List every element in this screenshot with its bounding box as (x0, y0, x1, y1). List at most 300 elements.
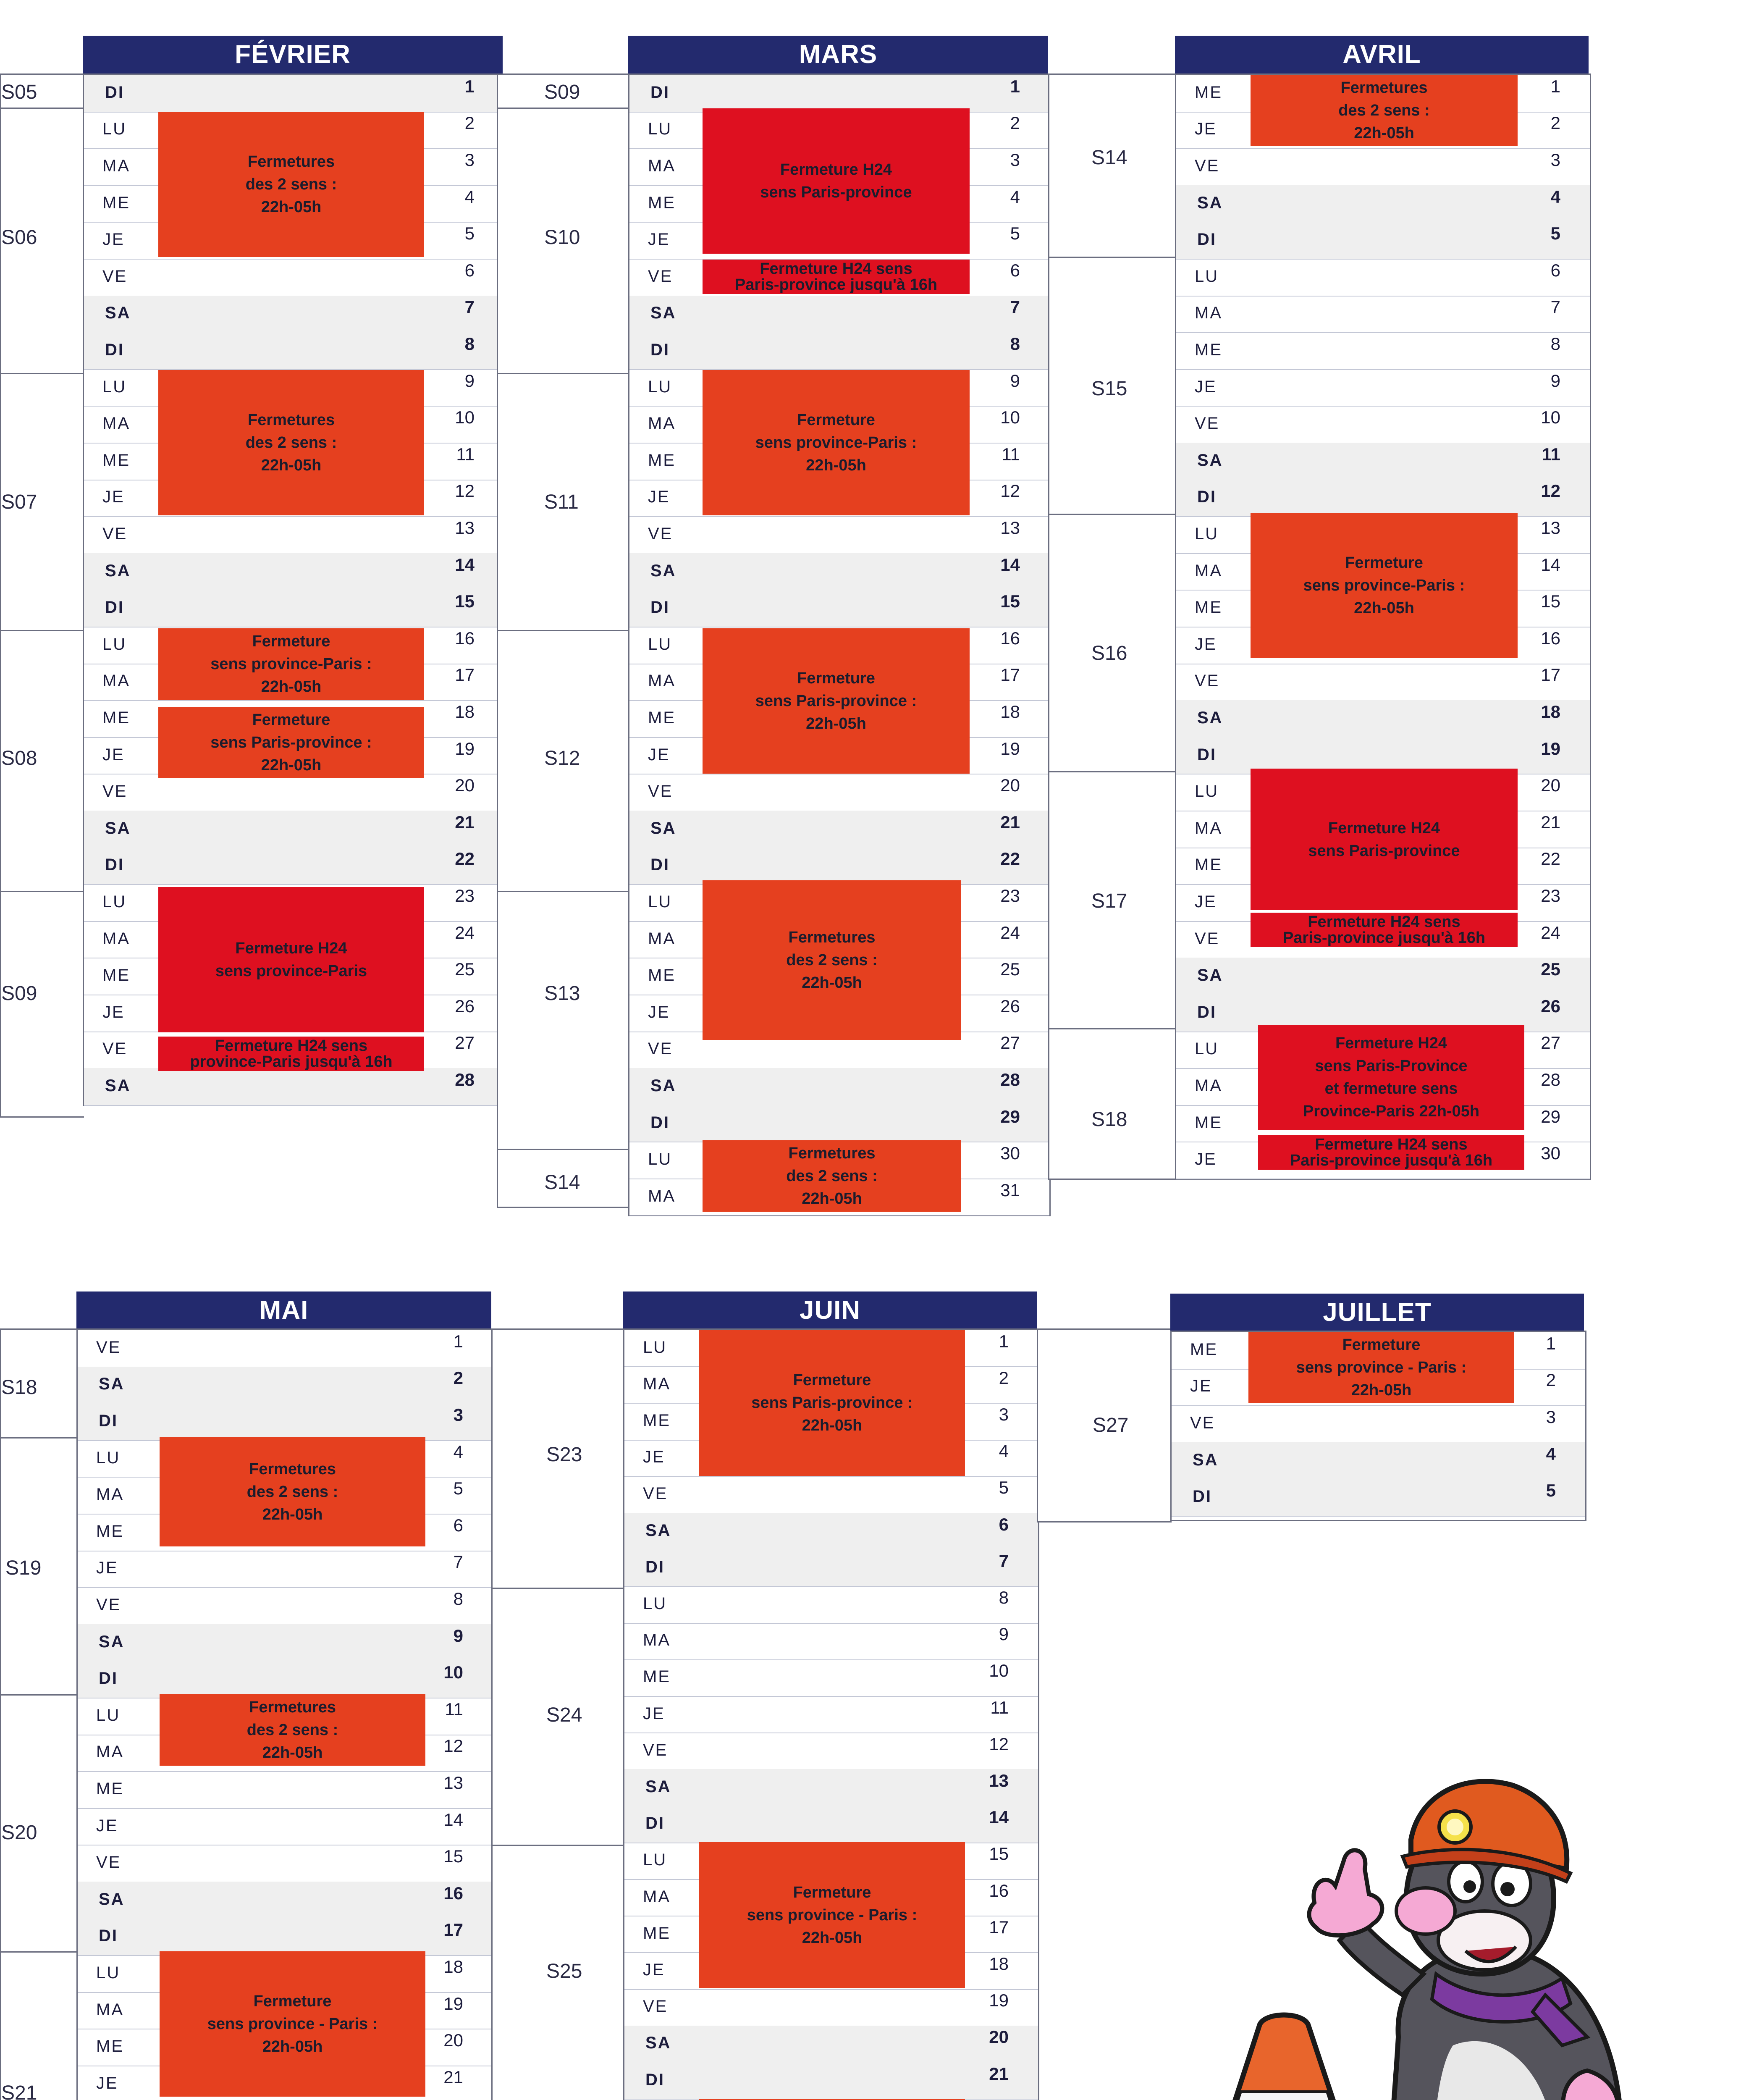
day-row (624, 2062, 1038, 2100)
day-number: 1 (453, 1331, 463, 1351)
day-row (1176, 700, 1590, 738)
weekday-label: LU (102, 120, 127, 139)
weekday-label: SA (1197, 451, 1223, 470)
day-row (629, 296, 1049, 333)
closure-block: Fermetures des 2 sens : 22h-05h (703, 880, 961, 1040)
month-grid-avril (1175, 74, 1591, 1180)
day-row (78, 1919, 493, 1956)
weekday-label: DI (645, 1814, 665, 1833)
weekday-label: MA (648, 156, 676, 175)
day-number: 13 (1541, 517, 1560, 538)
month-grid-juin (623, 1328, 1039, 2100)
weekday-label: MA (96, 2000, 124, 2019)
day-number: 17 (1541, 665, 1560, 685)
day-row (1176, 480, 1590, 517)
day-number: 14 (455, 554, 475, 575)
day-row (84, 848, 504, 885)
weekday-label: ME (102, 451, 130, 470)
weekday-label: JE (1195, 892, 1217, 911)
day-number: 19 (455, 738, 475, 759)
day-number: 1 (1550, 76, 1560, 96)
day-number: 16 (455, 628, 475, 648)
day-number: 17 (443, 1920, 463, 1940)
day-number: 22 (1541, 849, 1560, 869)
day-row (629, 553, 1049, 591)
weekday-label: DI (105, 598, 124, 617)
day-number: 24 (1541, 922, 1560, 942)
day-number: 6 (464, 260, 475, 280)
day-number: 6 (1550, 260, 1560, 280)
day-row (624, 1769, 1038, 1806)
day-row (78, 1551, 493, 1588)
day-number: 11 (1542, 444, 1560, 464)
day-row (78, 1808, 493, 1846)
day-number: 27 (1541, 1033, 1560, 1053)
day-number: 25 (455, 959, 475, 979)
closure-block: Fermeture H24 sens Paris-province (703, 108, 970, 254)
weekday-label: VE (102, 1040, 128, 1058)
day-number: 4 (453, 1441, 463, 1462)
day-number: 2 (999, 1368, 1009, 1388)
day-row (1176, 664, 1590, 701)
closure-block: Fermeture H24 sens province-Paris jusqu'à 16h (158, 1037, 424, 1071)
day-number: 31 (1000, 1180, 1020, 1200)
weekday-label: LU (96, 1963, 121, 1982)
day-number: 11 (1002, 444, 1020, 464)
day-row (629, 1105, 1049, 1143)
weekday-label: SA (105, 819, 131, 837)
weekday-label: SA (645, 1777, 671, 1796)
month-header-mars: MARS (628, 36, 1048, 74)
day-row (624, 1806, 1038, 1843)
weekday-label: VE (102, 267, 128, 286)
mole-construction-worker-with-traffic-cone (1075, 1777, 1713, 2100)
weekday-label: ME (648, 451, 676, 470)
weekday-label: SA (645, 2034, 671, 2053)
day-row (78, 1587, 493, 1625)
day-number: 4 (1546, 1444, 1556, 1464)
weekday-label: VE (648, 1040, 673, 1058)
weekday-label: VE (1195, 929, 1220, 948)
weekday-label: LU (1195, 267, 1219, 286)
weekday-label: ME (1195, 340, 1222, 359)
weekday-label: JE (102, 488, 125, 507)
day-number: 13 (455, 517, 475, 538)
weekday-label: VE (643, 1740, 668, 1759)
weekday-label: JE (643, 1704, 665, 1723)
day-row (1176, 958, 1590, 995)
weekday-label: LU (643, 1851, 667, 1869)
day-row (629, 75, 1049, 113)
day-number: 10 (989, 1661, 1009, 1681)
day-number: 24 (1000, 922, 1020, 942)
day-number: 28 (455, 1069, 475, 1089)
day-number: 16 (1541, 628, 1560, 648)
weekday-label: DI (650, 856, 670, 874)
day-row (1176, 259, 1590, 297)
day-number: 2 (1010, 113, 1020, 133)
week-column-mai (0, 1328, 78, 2100)
day-row (84, 1068, 504, 1106)
day-row (629, 332, 1049, 370)
day-row (1176, 222, 1590, 260)
weekday-label: LU (643, 1338, 667, 1357)
closure-block: Fermetures des 2 sens : 22h-05h (160, 1437, 425, 1546)
weekday-label: DI (1197, 745, 1217, 764)
weekday-label: MA (648, 929, 676, 948)
weekday-label: ME (96, 1522, 124, 1541)
day-number: 19 (1541, 738, 1560, 759)
week-label: S10 (544, 226, 580, 249)
day-row (78, 1771, 493, 1809)
week-label: S15 (1091, 378, 1127, 400)
day-number: 7 (1550, 297, 1560, 317)
day-number: 9 (999, 1624, 1009, 1644)
weekday-label: JE (102, 1003, 125, 1021)
day-row (629, 774, 1049, 811)
day-number: 11 (456, 444, 475, 464)
weekday-label: JE (96, 2074, 118, 2092)
weekday-label: DI (1193, 1487, 1212, 1506)
closure-block: Fermeture sens Paris-province : 22h-05h (699, 1330, 965, 1476)
weekday-label: DI (650, 340, 670, 359)
closure-block: Fermeture H24 sens Paris-Province et fermeture sens Province-Paris 22h-05h (1258, 1025, 1524, 1130)
weekday-label: VE (102, 524, 128, 543)
weekday-label: VE (1190, 1413, 1215, 1432)
weekday-label: VE (643, 1484, 668, 1503)
weekday-label: LU (1195, 524, 1219, 543)
week-label: S21 (1, 2082, 37, 2100)
day-row (78, 1403, 493, 1441)
week-label: S09 (544, 81, 580, 103)
weekday-label: SA (650, 819, 676, 837)
day-number: 6 (453, 1515, 463, 1535)
weekday-label: SA (105, 1076, 131, 1095)
weekday-label: MA (102, 672, 130, 690)
day-row (84, 259, 504, 297)
weekday-label: MA (1195, 819, 1222, 837)
month-header-fevrier: FÉVRIER (83, 36, 503, 74)
day-row (624, 1732, 1038, 1770)
weekday-label: VE (96, 1853, 121, 1872)
weekday-label: MA (643, 1887, 671, 1906)
day-number: 15 (443, 1846, 463, 1866)
day-number: 3 (464, 150, 475, 170)
weekday-label: LU (648, 635, 672, 654)
day-row (624, 2026, 1038, 2063)
weekday-label: LU (1195, 1040, 1219, 1058)
weekday-label: MA (1195, 304, 1222, 323)
weekday-label: DI (105, 83, 124, 102)
weekday-label: SA (105, 561, 131, 580)
weekday-label: LU (102, 635, 127, 654)
day-number: 5 (453, 1478, 463, 1499)
day-row (1172, 1442, 1585, 1480)
closure-block: Fermeture H24 sens province-Paris (158, 887, 424, 1032)
day-number: 10 (455, 407, 475, 428)
weekday-label: DI (650, 83, 670, 102)
week-column-mars (497, 74, 629, 1208)
weekday-label: JE (648, 745, 670, 764)
day-number: 17 (455, 665, 475, 685)
day-number: 19 (1000, 738, 1020, 759)
week-label: S06 (1, 226, 37, 249)
closure-block: Fermeture sens Paris-province : 22h-05h (703, 628, 970, 774)
day-number: 10 (443, 1662, 463, 1683)
weekday-label: JE (96, 1559, 118, 1578)
day-number: 4 (464, 186, 475, 207)
day-number: 12 (443, 1736, 463, 1756)
day-number: 11 (990, 1697, 1009, 1717)
day-number: 4 (999, 1441, 1009, 1461)
weekday-label: ME (643, 1924, 671, 1942)
closure-block: Fermeture sens province-Paris : 22h-05h (703, 370, 970, 515)
week-column-juillet (1037, 1328, 1172, 1522)
day-number: 8 (464, 333, 475, 354)
weekday-label: JE (1195, 120, 1217, 139)
weekday-label: LU (643, 1594, 667, 1613)
weekday-label: SA (99, 1632, 125, 1651)
week-column-juin (491, 1328, 624, 2100)
closure-block: Fermeture H24 sens Paris-province jusqu'à 16h (1251, 913, 1518, 947)
day-number: 9 (1550, 370, 1560, 391)
day-row (624, 1696, 1038, 1733)
day-number: 20 (443, 2030, 463, 2050)
week-label: S17 (1091, 890, 1127, 912)
day-number: 15 (1541, 591, 1560, 612)
weekday-label: VE (1195, 156, 1220, 175)
weekday-label: SA (650, 1076, 676, 1095)
day-number: 21 (989, 2063, 1009, 2084)
weekday-label: DI (99, 1669, 118, 1688)
weekday-label: DI (105, 856, 124, 874)
day-number: 2 (1546, 1370, 1556, 1390)
day-row (1176, 185, 1590, 223)
month-grid-mars (628, 74, 1051, 1216)
day-number: 13 (989, 1770, 1009, 1790)
weekday-label: ME (102, 193, 130, 212)
day-number: 15 (1000, 591, 1020, 612)
day-number: 14 (989, 1807, 1009, 1827)
day-number: 8 (1550, 333, 1560, 354)
day-row (78, 1661, 493, 1698)
day-number: 29 (1000, 1106, 1020, 1126)
weekday-label: LU (648, 892, 672, 911)
weekday-label: ME (102, 708, 130, 727)
weekday-label: ME (1190, 1340, 1218, 1359)
week-label: S25 (546, 1960, 582, 1982)
week-column-avril (1048, 74, 1176, 1180)
weekday-label: MA (96, 1485, 124, 1504)
closure-block: Fermeture H24 sens Paris-province jusqu'à 16h (703, 260, 970, 294)
day-number: 18 (1541, 701, 1560, 722)
day-number: 11 (445, 1699, 463, 1719)
weekday-label: JE (102, 745, 125, 764)
day-row (84, 553, 504, 591)
closure-block: Fermetures des 2 sens : 22h-05h (703, 1140, 961, 1212)
day-number: 9 (1010, 370, 1020, 391)
day-number: 4 (1010, 186, 1020, 207)
day-row (1176, 443, 1590, 480)
weekday-label: VE (102, 782, 128, 801)
day-number: 12 (989, 1734, 1009, 1754)
day-number: 13 (443, 1772, 463, 1793)
day-number: 10 (1000, 407, 1020, 428)
weekday-label: MA (102, 929, 130, 948)
day-number: 9 (464, 370, 475, 391)
day-row (84, 811, 504, 848)
day-number: 23 (1541, 885, 1560, 906)
day-number: 20 (455, 775, 475, 795)
day-number: 20 (989, 2027, 1009, 2047)
day-number: 19 (443, 1993, 463, 2013)
day-number: 5 (464, 223, 475, 244)
weekday-label: MA (102, 156, 130, 175)
day-number: 7 (999, 1551, 1009, 1571)
weekday-label: SA (105, 304, 131, 323)
day-row (624, 1513, 1038, 1550)
closure-block: Fermetures des 2 sens : 22h-05h (158, 112, 424, 257)
weekday-label: VE (648, 267, 673, 286)
month-header-mai: MAI (76, 1292, 491, 1329)
day-number: 25 (1000, 959, 1020, 979)
week-label: S24 (546, 1704, 582, 1726)
day-row (629, 848, 1049, 885)
day-number: 18 (989, 1953, 1009, 1974)
weekday-label: MA (648, 414, 676, 433)
week-label: S07 (1, 491, 37, 513)
day-number: 14 (1541, 554, 1560, 575)
day-number: 2 (453, 1368, 463, 1388)
week-label: S08 (1, 747, 37, 769)
day-number: 14 (1000, 554, 1020, 575)
day-number: 21 (1541, 812, 1560, 832)
day-row (629, 811, 1049, 848)
day-number: 5 (999, 1478, 1009, 1498)
day-row (624, 1989, 1038, 2026)
weekday-label: LU (648, 120, 672, 139)
weekday-label: DI (645, 2070, 665, 2089)
day-number: 21 (1000, 812, 1020, 832)
weekday-label: DI (1197, 230, 1217, 249)
weekday-label: ME (1195, 1113, 1222, 1132)
week-label: S12 (544, 747, 580, 769)
month-header-juin: JUIN (623, 1292, 1037, 1329)
weekday-label: DI (105, 340, 124, 359)
weekday-label: VE (643, 1997, 668, 2016)
weekday-label: DI (645, 1557, 665, 1576)
day-row (1176, 148, 1590, 186)
day-number: 7 (453, 1552, 463, 1572)
day-number: 25 (1541, 959, 1560, 979)
weekday-label: ME (648, 708, 676, 727)
day-number: 26 (455, 996, 475, 1016)
day-row (78, 1330, 493, 1368)
day-number: 30 (1000, 1143, 1020, 1163)
weekday-label: DI (1197, 1003, 1217, 1021)
closure-block: Fermeture sens province - Paris : 22h-05h (1248, 1332, 1514, 1403)
weekday-label: LU (648, 1150, 672, 1169)
day-number: 7 (1010, 297, 1020, 317)
day-number: 24 (455, 922, 475, 942)
weekday-label: MA (648, 672, 676, 690)
day-row (84, 75, 504, 113)
closure-block: Fermeture sens province - Paris : 22h-05h (160, 1951, 425, 2097)
weekday-label: LU (96, 1706, 121, 1725)
day-number: 1 (999, 1331, 1009, 1351)
day-number: 6 (1010, 260, 1020, 280)
weekday-label: JE (1195, 377, 1217, 396)
week-label: S13 (544, 982, 580, 1005)
day-row (78, 1882, 493, 1919)
day-number: 26 (1541, 996, 1560, 1016)
week-column-fevrier (0, 74, 84, 1118)
weekday-label: JE (1190, 1377, 1212, 1396)
weekday-label: LU (102, 377, 127, 396)
day-number: 20 (1541, 775, 1560, 795)
day-number: 2 (464, 113, 475, 133)
week-label: S09 (1, 982, 37, 1005)
weekday-label: ME (96, 1779, 124, 1798)
closure-block: Fermetures des 2 sens : 22h-05h (160, 1694, 425, 1766)
closure-block: Fermeture H24 sens Paris-province (1251, 769, 1518, 910)
weekday-label: VE (96, 1338, 121, 1357)
weekday-label: JE (102, 230, 125, 249)
weekday-label: JE (643, 1960, 665, 1979)
day-number: 3 (999, 1404, 1009, 1424)
day-row (78, 1367, 493, 1404)
day-number: 12 (1000, 481, 1020, 501)
day-number: 1 (464, 76, 475, 96)
day-row (624, 1659, 1038, 1697)
month-grid-fevrier (83, 74, 505, 1106)
day-number: 17 (1000, 665, 1020, 685)
day-row (84, 332, 504, 370)
weekday-label: VE (648, 524, 673, 543)
day-number: 7 (464, 297, 475, 317)
week-label: S14 (1091, 147, 1127, 169)
weekday-label: LU (1195, 782, 1219, 801)
day-number: 28 (1541, 1069, 1560, 1089)
week-label: S27 (1093, 1414, 1129, 1436)
weekday-label: MA (96, 1743, 124, 1761)
day-number: 16 (1000, 628, 1020, 648)
week-label: S14 (544, 1171, 580, 1194)
day-number: 18 (1000, 701, 1020, 722)
day-number: 4 (1550, 186, 1560, 207)
week-label: S05 (1, 81, 37, 103)
month-grid-juillet (1170, 1331, 1586, 1521)
day-number: 14 (443, 1809, 463, 1830)
day-row (84, 516, 504, 554)
weekday-label: LU (96, 1448, 121, 1467)
day-number: 5 (1546, 1480, 1556, 1501)
day-number: 3 (1546, 1407, 1556, 1427)
week-label: S20 (1, 1822, 37, 1844)
month-header-avril: AVRIL (1175, 36, 1589, 74)
day-number: 8 (999, 1587, 1009, 1607)
month-grid-mai (76, 1328, 494, 2100)
weekday-label: SA (1197, 966, 1223, 985)
day-number: 12 (455, 481, 475, 501)
day-row (78, 1624, 493, 1662)
day-number: 30 (1541, 1143, 1560, 1163)
day-number: 19 (989, 1990, 1009, 2011)
closure-block: Fermeture sens Paris-province : 22h-05h (158, 707, 424, 778)
day-number: 10 (1541, 407, 1560, 428)
weekday-label: ME (648, 193, 676, 212)
day-number: 18 (455, 701, 475, 722)
